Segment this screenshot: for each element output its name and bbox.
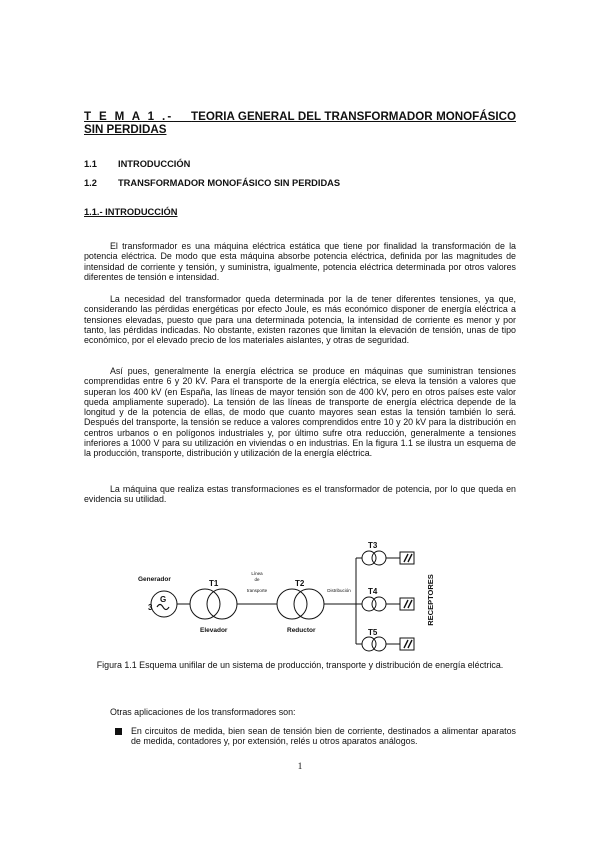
generator-g-label: G (160, 595, 167, 604)
line-label-2: de (254, 577, 260, 582)
toc-label: INTRODUCCIÓN (118, 159, 191, 169)
t3-label: T3 (368, 541, 378, 550)
toc-number: 1.1 (84, 159, 97, 169)
line-label-3: transporte (246, 588, 268, 593)
paragraph: La máquina que realiza estas transformaciones es el transformador de potencia, por lo que queda en evidencia su utilidad. (84, 484, 516, 505)
square-bullet-icon (115, 728, 122, 735)
toc-label: TRANSFORMADOR MONOFÁSICO SIN PERDIDAS (118, 178, 341, 188)
transformer-t1-symbol (190, 589, 220, 619)
generator-phase-label: 3 (148, 603, 153, 612)
bullet-text: En circuitos de medida, bien sean de tensión bien de corriente, destinados a alimentar aparatos de medida, contadores y, por extensión, relés u otros aparatos análogos. (131, 726, 516, 747)
transformer-t2-symbol (277, 589, 307, 619)
receptores-label: RECEPTORES (426, 574, 435, 626)
toc-item (84, 159, 190, 169)
t4-label: T4 (368, 587, 378, 596)
t2-label: T2 (295, 579, 305, 588)
chapter-title (84, 110, 516, 136)
toc-item (84, 178, 340, 188)
elevador-label: Elevador (200, 627, 228, 634)
sine-wave-icon (157, 605, 169, 610)
line-label-1: Línea (251, 571, 263, 576)
power-system-diagram (120, 536, 450, 656)
chapter-title-prefix: T E M A 1 .- (84, 110, 174, 123)
distribution-label: Distribución (327, 588, 351, 593)
t1-label: T1 (209, 579, 219, 588)
t5-label: T5 (368, 628, 378, 637)
paragraph: Así pues, generalmente la energía eléctrica se produce en máquinas que suministran tensiones comprendidas entre 6 y 20 kV. Para el transporte de la energía eléctrica, se eleva la tensión a valores que superan los 400 kV (en España, las líneas de mayor tensión son de 400 kV, pero en otros países este valor queda ampliamente superado). La tensión de las líneas de transporte de energía eléctrica depende de la longitud y de la potencia de ellas, de modo que cuanto mayores sean estas la tensión también lo será. Después del transporte, la tensión se reduce a valores comprendidos entre 10 y 20 kV para la distribución en centros urbanos o en polígonos industriales y, por último sufre otra reducción, generalmente a tensiones inferiores a 1000 V para su utilización en viviendas o en industrias. En la figura 1.1 se ilustra un esquema de la producción, transporte, distribución y utilización de la energía eléctrica. (84, 366, 516, 459)
bullet-item (131, 726, 516, 747)
generator-label: Generador (138, 576, 171, 583)
reductor-label: Reductor (287, 627, 316, 634)
other-apps-intro: Otras aplicaciones de los transformadores son: (110, 707, 296, 717)
figure-caption: Figura 1.1 Esquema unifilar de un sistema de producción, transporte y distribución de energía eléctrica. (96, 660, 504, 670)
toc-number: 1.2 (84, 178, 97, 188)
chapter-title-text: TEORIA GENERAL DEL TRANSFORMADOR MONOFÁSICO SIN PERDIDAS (84, 110, 516, 136)
paragraph: El transformador es una máquina eléctrica estática que tiene por finalidad la transformación de la potencia eléctrica. De modo que esta máquina absorbe potencia eléctrica, definida por las magnitudes de intensidad de corriente y tensión, y suministra, igualmente, potencia eléctrica determinada por otros valores diferentes de tensión e intensidad. (84, 241, 516, 282)
paragraph: La necesidad del transformador queda determinada por la de tener diferentes tensiones, ya que, considerando las pérdidas energéticas por efecto Joule, es más económico disponer de energía eléctrica a tensiones elevadas, puesto que para una determinada potencia, la intensidad de corriente es menor y por tanto, las pérdidas indicadas. No obstante, existen razones que limitan la elevación de tensión, unas de tipo económico, por el elevado precio de los materiales aislantes, y otras de seguridad. (84, 294, 516, 346)
page-number: 1 (297, 762, 303, 772)
section-heading: 1.1.- INTRODUCCIÓN (84, 207, 178, 217)
